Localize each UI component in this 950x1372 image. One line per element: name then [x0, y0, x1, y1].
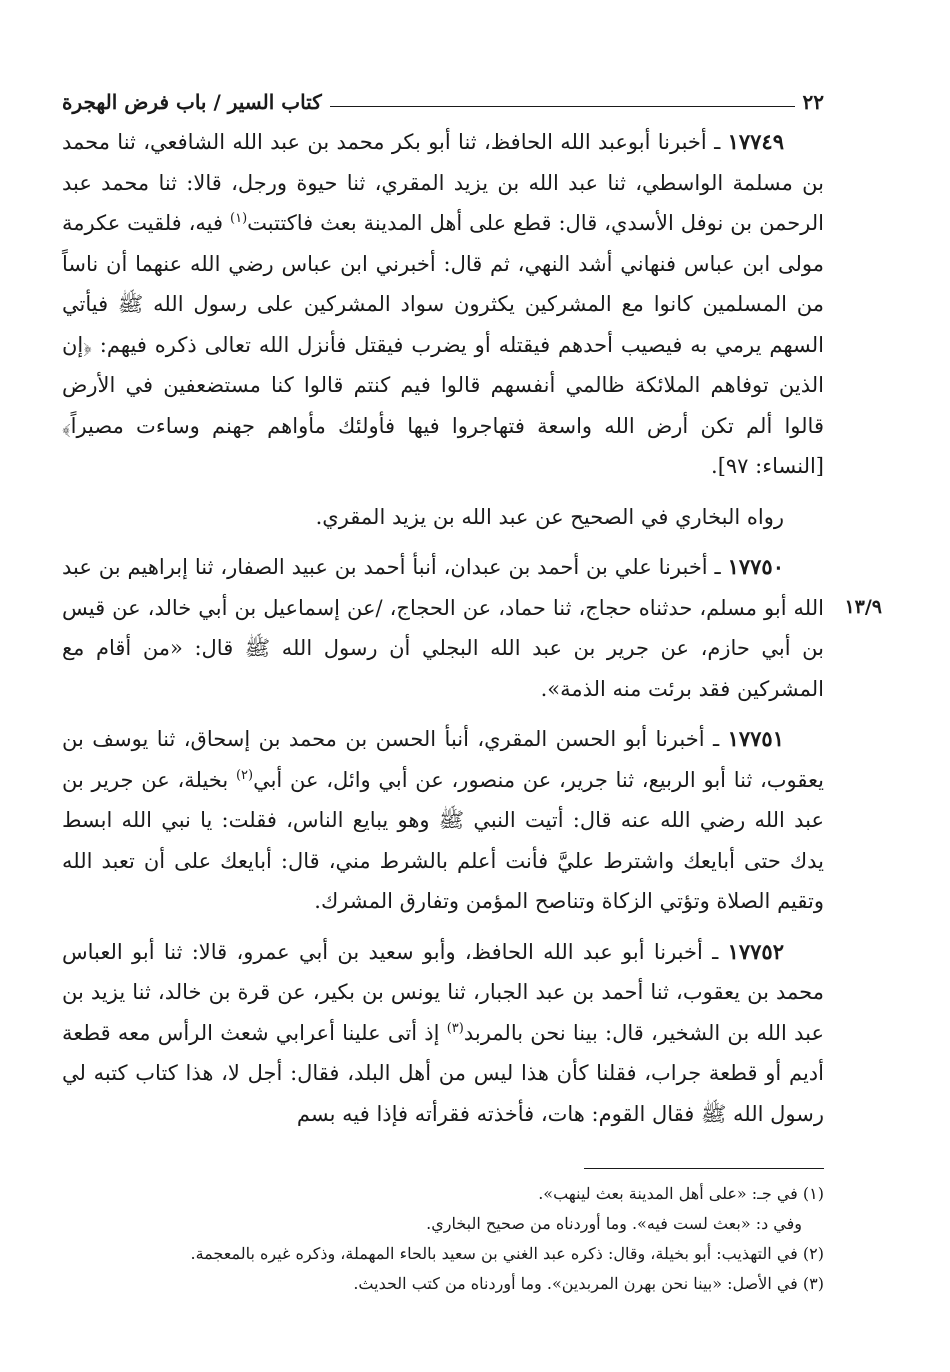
hadith-takhrij: رواه البخاري في الصحيح عن عبد الله بن يزيد المقري. — [315, 504, 784, 529]
hadith-number: ١٧٧٤٩ — [727, 129, 784, 154]
hadith-text: ـ أخبرنا أبو الحسن المقري، أنبأ الحسن بن محمد بن إسحاق، ثنا يوسف بن يعقوب، ثنا أبو الربيع، ثنا جرير، عن منصور، عن أبي وائل، عن أبي — [62, 727, 824, 792]
footnote-marker-1: (١) — [230, 211, 248, 226]
page-number: ٢٢ — [802, 90, 824, 114]
footnote-1: (١) في جـ: «على أهل المدينة بعث لينهب». — [538, 1184, 824, 1203]
footnote-1-continued: وفي د: «بعث لست فيه». وما أوردناه من صحيح البخاري. — [426, 1214, 802, 1233]
footnote-marker-3: (٣) — [446, 1020, 464, 1036]
hadith-number: ١٧٧٥١ — [727, 726, 784, 751]
hadith-17750 — [62, 547, 882, 709]
footnote-3: (٣) في الأصل: «بينا نحن بهرن المربدين». وما أوردناه من كتب الحديث. — [353, 1274, 824, 1293]
hadith-17749 — [62, 122, 824, 487]
running-head — [62, 78, 824, 114]
margin-reference: ١٣/٩ — [844, 596, 882, 618]
footnotes — [62, 1179, 824, 1299]
hadith-number: ١٧٧٥٢ — [727, 938, 784, 964]
footnote-2: (٢) في التهذيب: أبو بخيلة، وقال: ذكره عبد الغني بن سعيد بالحاء المهملة، وذكره غيره بالمعجمة. — [190, 1244, 824, 1263]
page — [62, 78, 882, 1299]
main-text — [62, 122, 882, 1134]
hadith-text: ـ أخبرنا أبوعبد الله الحافظ، ثنا أبو بكر محمد بن عبد الله الشافعي، ثنا محمد بن مسلمة الواسطي، ثنا عبد الله بن يزيد المقري، ثنا حيوة ورجل، قالا: ثنا محمد عبد الرحمن بن نوفل الأسدي، قال: قطع على أهل المدينة بعث فاكتتبت — [62, 130, 824, 235]
hadith-text: فيه، فلقيت عكرمة مولى ابن عباس فنهاني أشد النهي، ثم قال: أخبرني ابن عباس رضي الله عنهما أن ناساً من المسلمين كانوا مع المشركين يكثرون سواد المشركين على رسول الله ﷺ فيأتي السهم يرمي به فيصيب أحدهم فيقتله أو يضرب فيقتل فأنزل الله تعالى ذكره فيهم: ﴿إن الذين توفاهم الملائكة ظالمي أنفسهم قالوا فيم كنتم قالوا كنا مستضعفين في الأرض قالوا ألم تكن أرض الله واسعة فتهاجروا فيها فأولئك مأواهم جهنم وساءت مصيراً﴾ [النساء: ٩٧]. — [62, 211, 824, 478]
header-rule — [330, 106, 795, 107]
hadith-17752 — [62, 932, 824, 1135]
footnote-separator — [584, 1168, 824, 1169]
running-title: كتاب السير / باب فرض الهجرة — [62, 90, 322, 114]
hadith-text: ـ أخبرنا أبو عبد الله الحافظ، وأبو سعيد بن أبي عمرو، قالا: ثنا أبو العباس محمد بن يعقوب، ثنا أحمد بن عبد الجبار، ثنا يونس بن بكير، عن قرة بن خالد، ثنا يزيد بن عبد الله بن الشخير، قال: بينا نحن بالمربد — [62, 939, 824, 1045]
footnote-marker-2: (٢) — [235, 767, 254, 783]
hadith-text: بخيلة، عن جرير بن عبد الله رضي الله عنه قال: أتيت النبي ﷺ وهو يبايع الناس، فقلت: يا نبي الله ابسط يدك حتى أبايعك واشترط عليَّ فأنت أعلم بالشرط مني، قال: أبايعك على أن تعبد الله وتقيم الصلاة وتؤتي الزكاة وتناصح المؤمن وتفارق المشرك. — [62, 767, 824, 913]
hadith-17751 — [62, 719, 824, 922]
hadith-text: ـ أخبرنا علي بن أحمد بن عبدان، أنبأ أحمد بن عبيد الصفار، ثنا إبراهيم بن عبد الله أبو مسلم، حدثناه حجاج، ثنا حماد، عن الحجاج، /عن إسماعيل بن أبي خالد، عن قيس بن أبي حازم، عن جرير بن عبد الله البجلي أن رسول الله ﷺ قال: «من أقام مع المشركين فقد برئت منه الذمة». — [62, 555, 824, 701]
hadith-text: إذ أتى علينا أعرابي شعث الرأس معه قطعة أديم أو قطعة جراب، فقلنا كأن هذا ليس من أهل البلد، فقال: أجل لا، هذا كتاب كتبه لي رسول الله ﷺ فقال القوم: هات، فأخذته فقرأته فإذا فيه بسم — [62, 1020, 824, 1126]
hadith-number: ١٧٧٥٠ — [727, 554, 784, 579]
